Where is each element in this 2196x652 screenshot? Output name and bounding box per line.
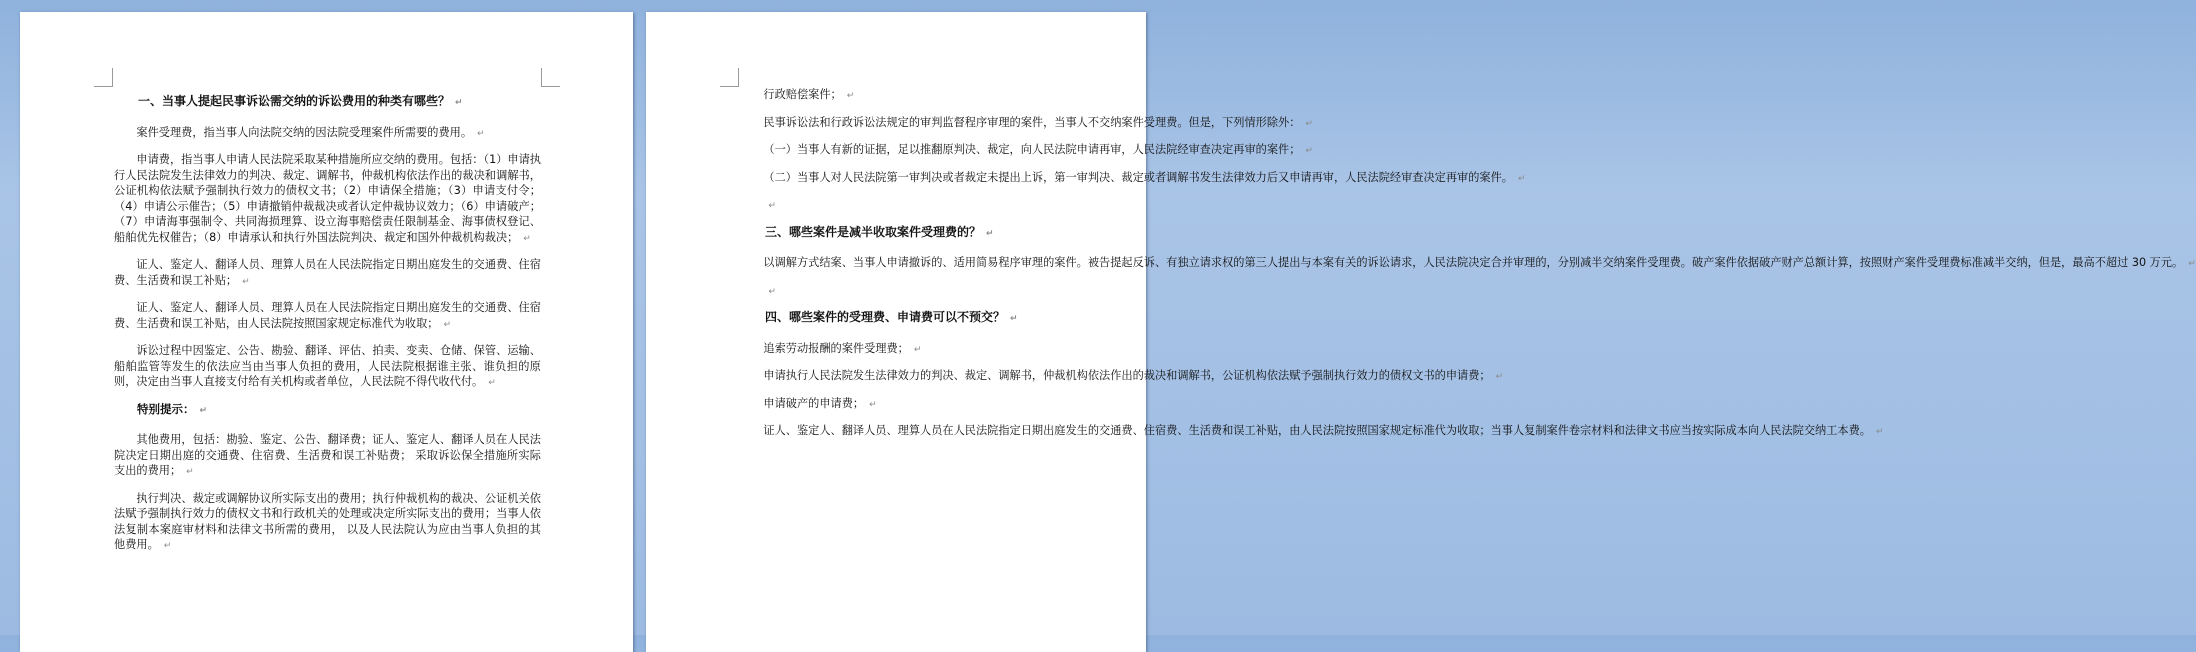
paragraph: 证人、鉴定人、翻译人员、理算人员在人民法院指定日期出庭发生的交通费、住宿费、生活费和误工补贴，由人民法院按照国家规定标准代为收取；当事人复制案件卷宗材料和法律文书应当按实际成本向人民法院交纳工本费。 ↵	[763, 424, 1884, 437]
section-heading: 四、哪些案件的受理费、申请费可以不预交？ ↵	[765, 310, 1018, 324]
paragraph: 申请执行人民法院发生法律效力的判决、裁定、调解书，仲裁机构依法作出的裁决和调解书，公证机构依法赋予强制执行效力的债权文书的申请费； ↵	[763, 369, 1504, 382]
paragraph-mark: ↵	[768, 201, 776, 211]
paragraph: （二）当事人对人民法院第一审判决或者裁定未提出上诉，第一审判决、裁定或者调解书发生法律效力后又申请再审，人民法院经审查决定再审的案件。 ↵	[763, 170, 1526, 184]
empty-paragraph	[741, 283, 1161, 299]
paragraph-mark: ↵	[1010, 314, 1018, 324]
paragraph-mark: ↵	[1517, 173, 1526, 184]
document-page-2[interactable]	[646, 12, 2196, 652]
paragraph-mark: ↵	[986, 228, 994, 239]
paragraph-mark: ↵	[199, 405, 208, 416]
section-heading: 一、当事人提起民事诉讼需交纳的诉讼费用的种类有哪些？ ↵	[138, 94, 463, 108]
document-page-1[interactable]	[20, 12, 633, 652]
paragraph: 诉讼过程中因鉴定、公告、勘验、翻译、评估、拍卖、变卖、仓储、保管、运输、船舶监管等发生的依法应当由当事人负担的费用，人民法院根据谁主张、谁负担的原则，决定由当事人直接支付给有关机构或者单位，人民法院不得代收代付。 ↵	[114, 344, 541, 388]
paragraph: 申请破产的申请费； ↵	[763, 396, 877, 410]
paragraph-mark: ↵	[768, 286, 776, 297]
paragraph-mark: ↵	[443, 319, 451, 330]
section-heading: 三、哪些案件是减半收取案件受理费的？ ↵	[765, 224, 994, 239]
paragraph-mark: ↵	[186, 467, 194, 477]
page-2-text[interactable]	[741, 87, 2196, 451]
paragraph-mark: ↵	[488, 378, 496, 388]
paragraph-mark: ↵	[242, 276, 250, 287]
paragraph: 行政赔偿案件； ↵	[763, 88, 855, 101]
margin-corner-top-left	[720, 68, 739, 87]
empty-paragraph	[741, 197, 1161, 213]
margin-corner-top-right	[541, 68, 560, 87]
paragraph-mark: ↵	[1305, 146, 1313, 156]
paragraph-mark: ↵	[1495, 372, 1504, 382]
paragraph: 证人、鉴定人、翻译人员、理算人员在人民法院指定日期出庭发生的交通费、住宿费、生活费和误工补贴，由人民法院按照国家规定标准代为收取； ↵	[114, 301, 541, 330]
paragraph: 证人、鉴定人、翻译人员、理算人员在人民法院指定日期出庭发生的交通费、住宿费、生活费和误工补贴； ↵	[114, 258, 541, 287]
paragraph-mark: ↵	[477, 128, 485, 139]
page-1-text[interactable]	[114, 94, 541, 565]
paragraph: 民事诉讼法和行政诉讼法规定的审判监督程序审理的案件，当事人不交纳案件受理费。但是，下列情形除外： ↵	[763, 115, 1313, 129]
paragraph-mark: ↵	[913, 344, 922, 355]
paragraph: 申请费，指当事人申请人民法院采取某种措施所应交纳的费用。包括：（1）申请执行人民法院发生法律效力的判决、裁定、调解书，仲裁机构依法作出的裁决和调解书，公证机构依法赋予强制执行效力的债权文书；（2）申请保全措施；（3）申请支付令；（4）申请公示催告；（5）申请撤销仲裁裁决或者认定仲裁协议效力；（6）申请破产；（7）申请海事强制令、共同海损理算、设立海事赔偿责任限制基金、海事债权登记、船舶优先权催告；（8）申请承认和执行外国法院判决、裁定和国外仲裁机构裁决； ↵	[114, 153, 541, 244]
paragraph-mark: ↵	[2188, 259, 2196, 269]
paragraph: 其他费用，包括：勘验、鉴定、公告、翻译费；证人、鉴定人、翻译人员在人民法院决定日期出庭的交通费、住宿费、生活费和误工补贴费； 采取诉讼保全措施所实际支出的费用； ↵	[114, 433, 541, 477]
paragraph-mark: ↵	[163, 541, 172, 551]
special-note-heading: 特别提示： ↵	[137, 401, 208, 416]
paragraph: 以调解方式结案、当事人申请撤诉的、适用简易程序审理的案件。被告提起反诉、有独立请求权的第三人提出与本案有关的诉讼请求，人民法院决定合并审理的，分别减半交纳案件受理费。破产案件依据破产财产总额计算，按照财产案件受理费标准减半交纳，但是，最高不超过 30 万元。 ↵	[763, 256, 2196, 269]
paragraph-mark: ↵	[523, 233, 531, 244]
paragraph: 追索劳动报酬的案件受理费； ↵	[763, 341, 922, 355]
paragraph-mark: ↵	[455, 98, 463, 108]
paragraph-mark: ↵	[1305, 118, 1313, 129]
paragraph-mark: ↵	[1875, 427, 1884, 437]
paragraph-mark: ↵	[869, 399, 877, 410]
paragraph: 案件受理费，指当事人向法院交纳的因法院受理案件所需要的费用。 ↵	[136, 125, 485, 139]
paragraph: 执行判决、裁定或调解协议所实际支出的费用；执行仲裁机构的裁决、公证机关依法赋予强制执行效力的债权文书和行政机关的处理或决定所实际支出的费用；当事人依法复制本案庭审材料和法律文书所需的费用， 以及人民法院认为应由当事人负担的其他费用。 ↵	[114, 491, 541, 551]
margin-corner-top-left	[94, 68, 113, 87]
paragraph-mark: ↵	[846, 91, 855, 101]
paragraph: （一）当事人有新的证据，足以推翻原判决、裁定，向人民法院申请再审，人民法院经审查决定再审的案件； ↵	[763, 143, 1313, 156]
